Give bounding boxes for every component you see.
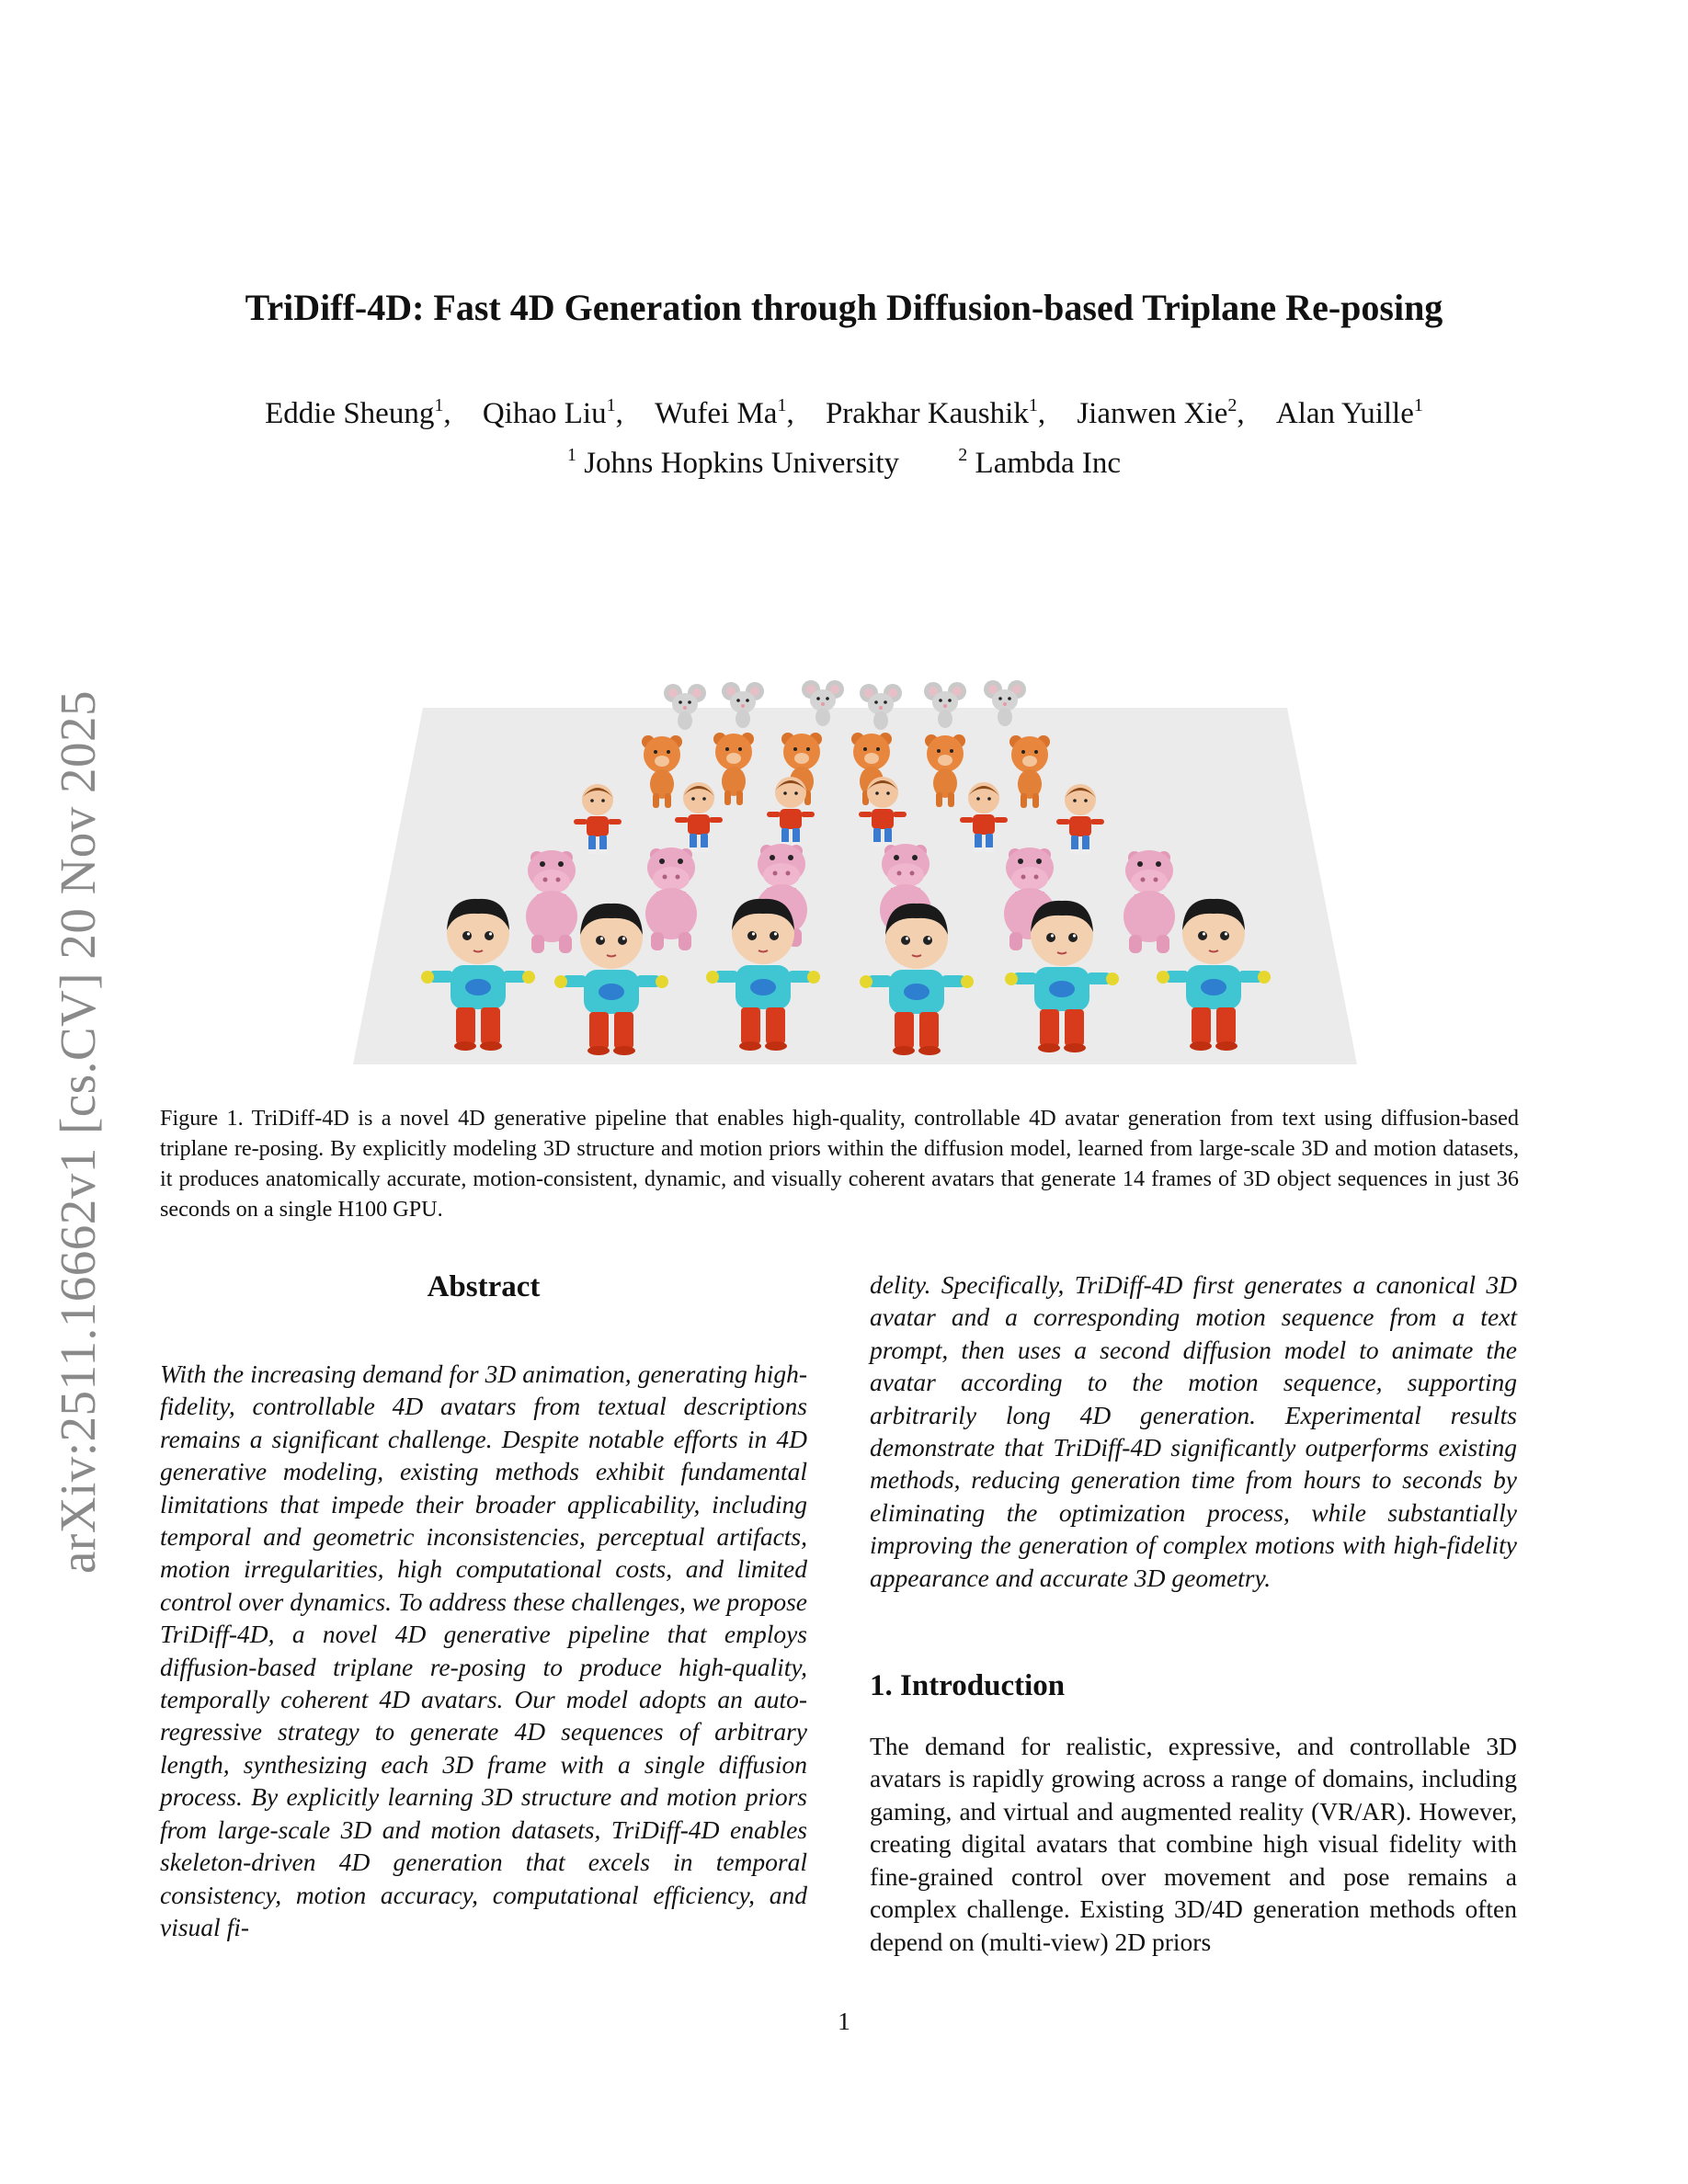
introduction-body: The demand for realistic, expressive, and controllable 3D avatars is rapidly growing across a range of domains, including gaming, and virtual and augmented reality (VR/AR). However, creating digital avatars that combine high visual fidelity with fine-grained control over movement and pose remains a complex challenge. Existing 3D/4D generation methods often depend on (multi-view) 2D priors: [870, 1732, 1517, 1956]
affiliation: $^1$ Johns Hopkins University: [566, 445, 900, 480]
introduction-heading: 1. Introduction: [870, 1669, 1066, 1703]
author: Qihao Liu$^1$,: [482, 395, 623, 430]
arxiv-identifier-stamp: arXiv:2511.16662v1 [cs.CV] 20 Nov 2025: [50, 689, 106, 1574]
author: Prakhar Kaushik$^1$,: [825, 395, 1046, 430]
author: Eddie Sheung$^1$,: [265, 395, 451, 430]
affiliation: $^2$ Lambda Inc: [958, 445, 1122, 480]
hippo-avatar: [645, 847, 697, 950]
left-column: [160, 1268, 807, 1943]
author: Jianwen Xie$^2$,: [1077, 395, 1245, 430]
hippo-avatar: [526, 850, 577, 953]
abstract-heading: Abstract: [427, 1270, 541, 1303]
abstract-body: With the increasing demand for 3D animation, generating high-fidelity, controllable 4D avatars from textual descriptions remains a significant challenge. Despite notable efforts in 4D generative modeling, existing methods exhibit fundamental limitations that impede their broader applicability, including temporal and geometric inconsistencies, perceptual artifacts, motion irregularities, high computational costs, and limited control over dynamics. To address these challenges, we propose TriDiff-4D, a novel 4D generative pipeline that employs diffusion-based triplane re-posing to produce high-quality, temporally coherent 4D avatars. Our model adopts an auto-regressive strategy to generate 4D sequences of arbitrary length, synthesizing each 3D frame with a single diffusion process. By explicitly learning 3D structure and motion priors from large-scale 3D and motion datasets, TriDiff-4D enables skeleton-driven 4D generation that excels in temporal consistency, motion accuracy, computational efficiency, and visual fi-: [160, 1359, 807, 1941]
abstract-continuation: delity. Specifically, TriDiff-4D first generates a canonical 3D avatar and a corresponding motion sequence from a text prompt, then uses a second diffusion model to animate the avatar according to the motion sequence, supporting arbitrarily long 4D generation. Experimental results demonstrate that TriDiff-4D significantly outperforms existing methods, reducing generation time from hours to seconds by eliminating the optimization process, while substantially improving the generation of complex motions with high-fidelity appearance and accurate 3D geometry.: [870, 1270, 1517, 1592]
figure-caption: Figure 1. TriDiff-4D is a novel 4D generative pipeline that enables high-quality, controllable 4D avatar generation from text using diffusion-based triplane re-posing. By explicitly modeling 3D structure and motion priors within the diffusion model, learned from large-scale 3D and motion datasets, it produces anatomically accurate, motion-consistent, dynamic, and visually coherent avatars that generate 14 frames of 3D object sequences in just 36 seconds on a single H100 GPU.: [160, 1106, 1519, 1222]
author-list: [129, 393, 1559, 434]
author: Wufei Ma$^1$,: [655, 395, 794, 430]
figure-1-avatar-grid: [331, 680, 1379, 1085]
page-number: 1: [838, 2007, 850, 2035]
right-column: [870, 1268, 1517, 1958]
author: Alan Yuille$^1$: [1275, 395, 1423, 430]
paper-title: TriDiff-4D: Fast 4D Generation through Diffusion-based Triplane Re-posing: [245, 287, 1443, 328]
hippo-avatar: [1123, 850, 1175, 953]
affiliation-list: [129, 443, 1559, 483]
